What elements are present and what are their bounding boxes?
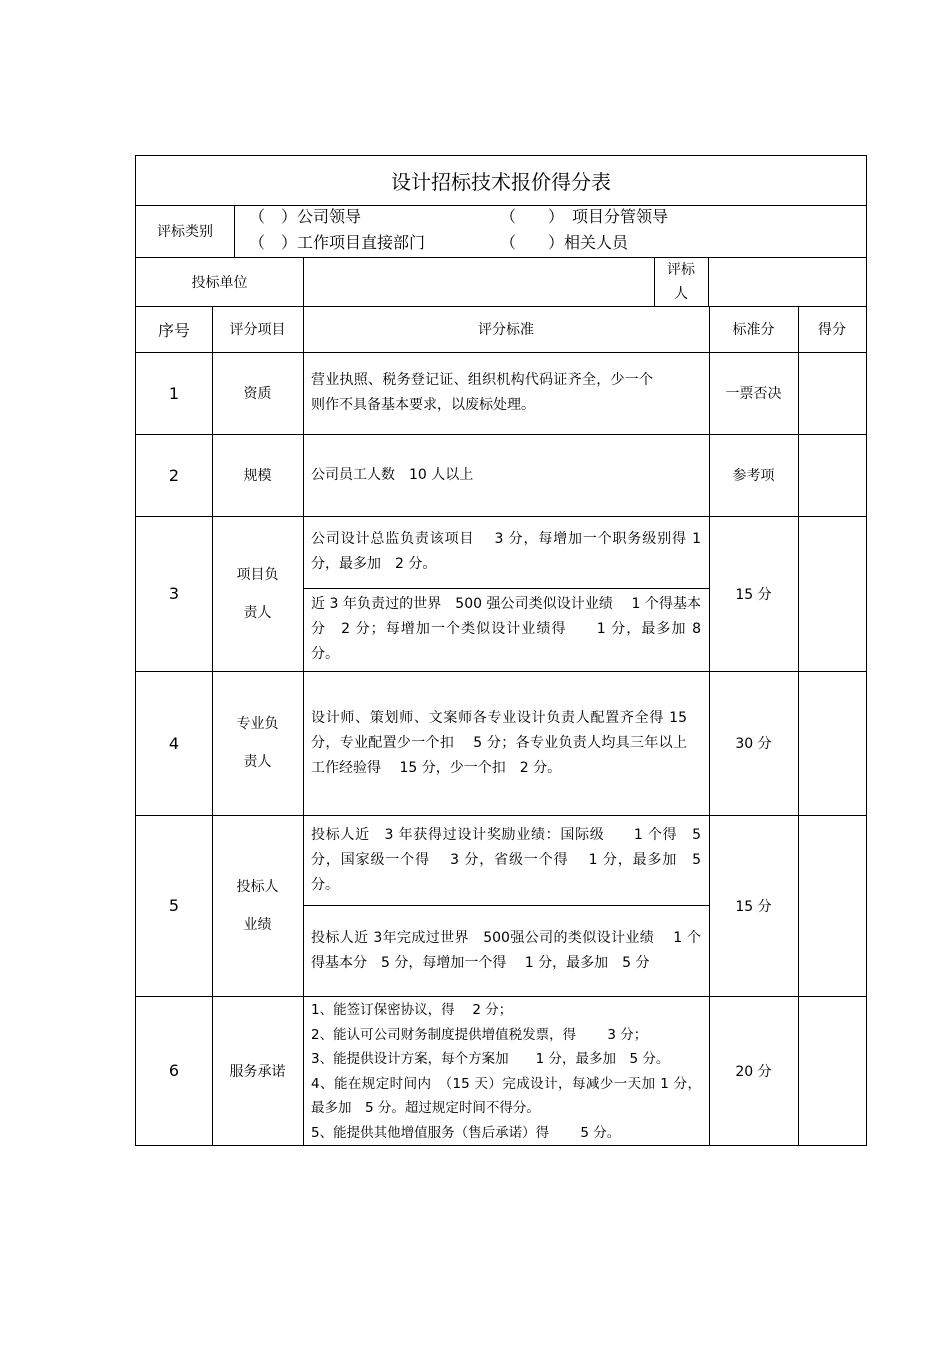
- row-criteria: 投标人近 3 年获得过设计奖励业绩：国际级 1 个得 5 分，国家级一个得 3 分，省级一个得 1 分，最多加 5 分。: [311, 826, 701, 893]
- row-item: 专业负责人: [236, 716, 279, 770]
- row-score-field[interactable]: [798, 815, 866, 996]
- service-item: 3、能提供设计方案，每个方案加 1 分，最多加 5 分。: [311, 1051, 670, 1067]
- row-standard-score: 20 分: [735, 1063, 772, 1080]
- row-criteria: 公司员工人数 10 人以上: [311, 466, 474, 483]
- header-criteria: 评分标准: [478, 322, 534, 338]
- header-standard: 标准分: [732, 322, 775, 338]
- row-standard-score: 参考项: [732, 468, 775, 484]
- service-item: 1、能签订保密协议，得 2 分；: [311, 1002, 513, 1018]
- row-no: 3: [168, 584, 180, 603]
- evaluator-label: 评标人: [667, 261, 695, 302]
- rule: [234, 205, 235, 257]
- service-item: 2、能认可公司财务制度提供增值税发票，得 3 分；: [311, 1026, 648, 1043]
- service-item: 5、能提供其他增值服务（售后承诺）得 5 分。: [311, 1124, 621, 1141]
- row-standard-score: 15 分: [735, 898, 772, 915]
- category-option-related-staff[interactable]: （ ）相关人员: [500, 233, 629, 252]
- row-standard-score: 15 分: [735, 586, 772, 603]
- row-standard-score: 30 分: [735, 736, 772, 752]
- row-criteria: 营业执照、税务登记证、组织机构代码证齐全，少一个则作不具备基本要求，以废标处理。: [311, 372, 653, 413]
- row-criteria: 投标人近 3年完成过世界 500强公司的类似设计业绩 1 个得基本分 5 分，每增加一个得 1 分，最多加 5 分: [311, 929, 701, 971]
- row-score-field[interactable]: [798, 996, 866, 1145]
- row-standard-score: 一票否决: [725, 386, 782, 402]
- category-option-project-leader[interactable]: （ ） 项目分管领导: [500, 207, 669, 226]
- row-item: 项目负责人: [236, 566, 279, 621]
- row-score-field[interactable]: [798, 671, 866, 815]
- row-score-field[interactable]: [798, 352, 866, 434]
- row-no: 2: [168, 465, 180, 485]
- bidder-unit-label: 投标单位: [191, 274, 248, 291]
- bidder-unit-field[interactable]: [303, 257, 654, 306]
- service-item: 4、能在规定时间内 （15 天）完成设计，每减少一天加 1 分，最多加 5 分。超过规定时间不得分。: [311, 1075, 701, 1116]
- row-score-field[interactable]: [798, 434, 866, 516]
- header-no: 序号: [157, 320, 190, 340]
- row-no: 4: [168, 733, 180, 753]
- category-option-company-leader[interactable]: （ ）公司领导: [249, 207, 362, 226]
- row-item: 规模: [243, 468, 272, 484]
- evaluator-field[interactable]: [708, 257, 866, 306]
- row-item: 投标人业绩: [236, 878, 279, 933]
- header-item: 评分项目: [229, 322, 286, 338]
- category-option-department[interactable]: （ ）工作项目直接部门: [249, 233, 426, 252]
- row-item: 资质: [243, 386, 272, 402]
- page-title: 设计招标技术报价得分表: [391, 170, 611, 194]
- row-criteria: 近 3 年负责过的世界 500 强公司类似设计业绩 1 个得基本分 2 分；每增加一个类似设计业绩得 1 分，最多加 8 分。: [311, 596, 701, 662]
- score-sheet: [135, 155, 867, 1146]
- row-criteria: [303, 996, 709, 1145]
- row-criteria: 设计师、策划师、文案师各专业设计负责人配置齐全得 15 分，专业配置少一个扣 5 分；各专业负责人均具三年以上工作经验得 15 分，少一个扣 2 分。: [311, 709, 687, 776]
- header-score: 得分: [818, 322, 846, 338]
- row-no: 1: [168, 383, 180, 403]
- row-criteria: 公司设计总监负责该项目 3 分，每增加一个职务级别得 1 分，最多加 2 分。: [311, 531, 701, 572]
- row-score-field[interactable]: [798, 516, 866, 671]
- category-label: 评标类别: [157, 224, 213, 240]
- row-item: 服务承诺: [229, 1063, 286, 1080]
- row-no: 6: [168, 1061, 180, 1080]
- row-no: 5: [168, 896, 180, 915]
